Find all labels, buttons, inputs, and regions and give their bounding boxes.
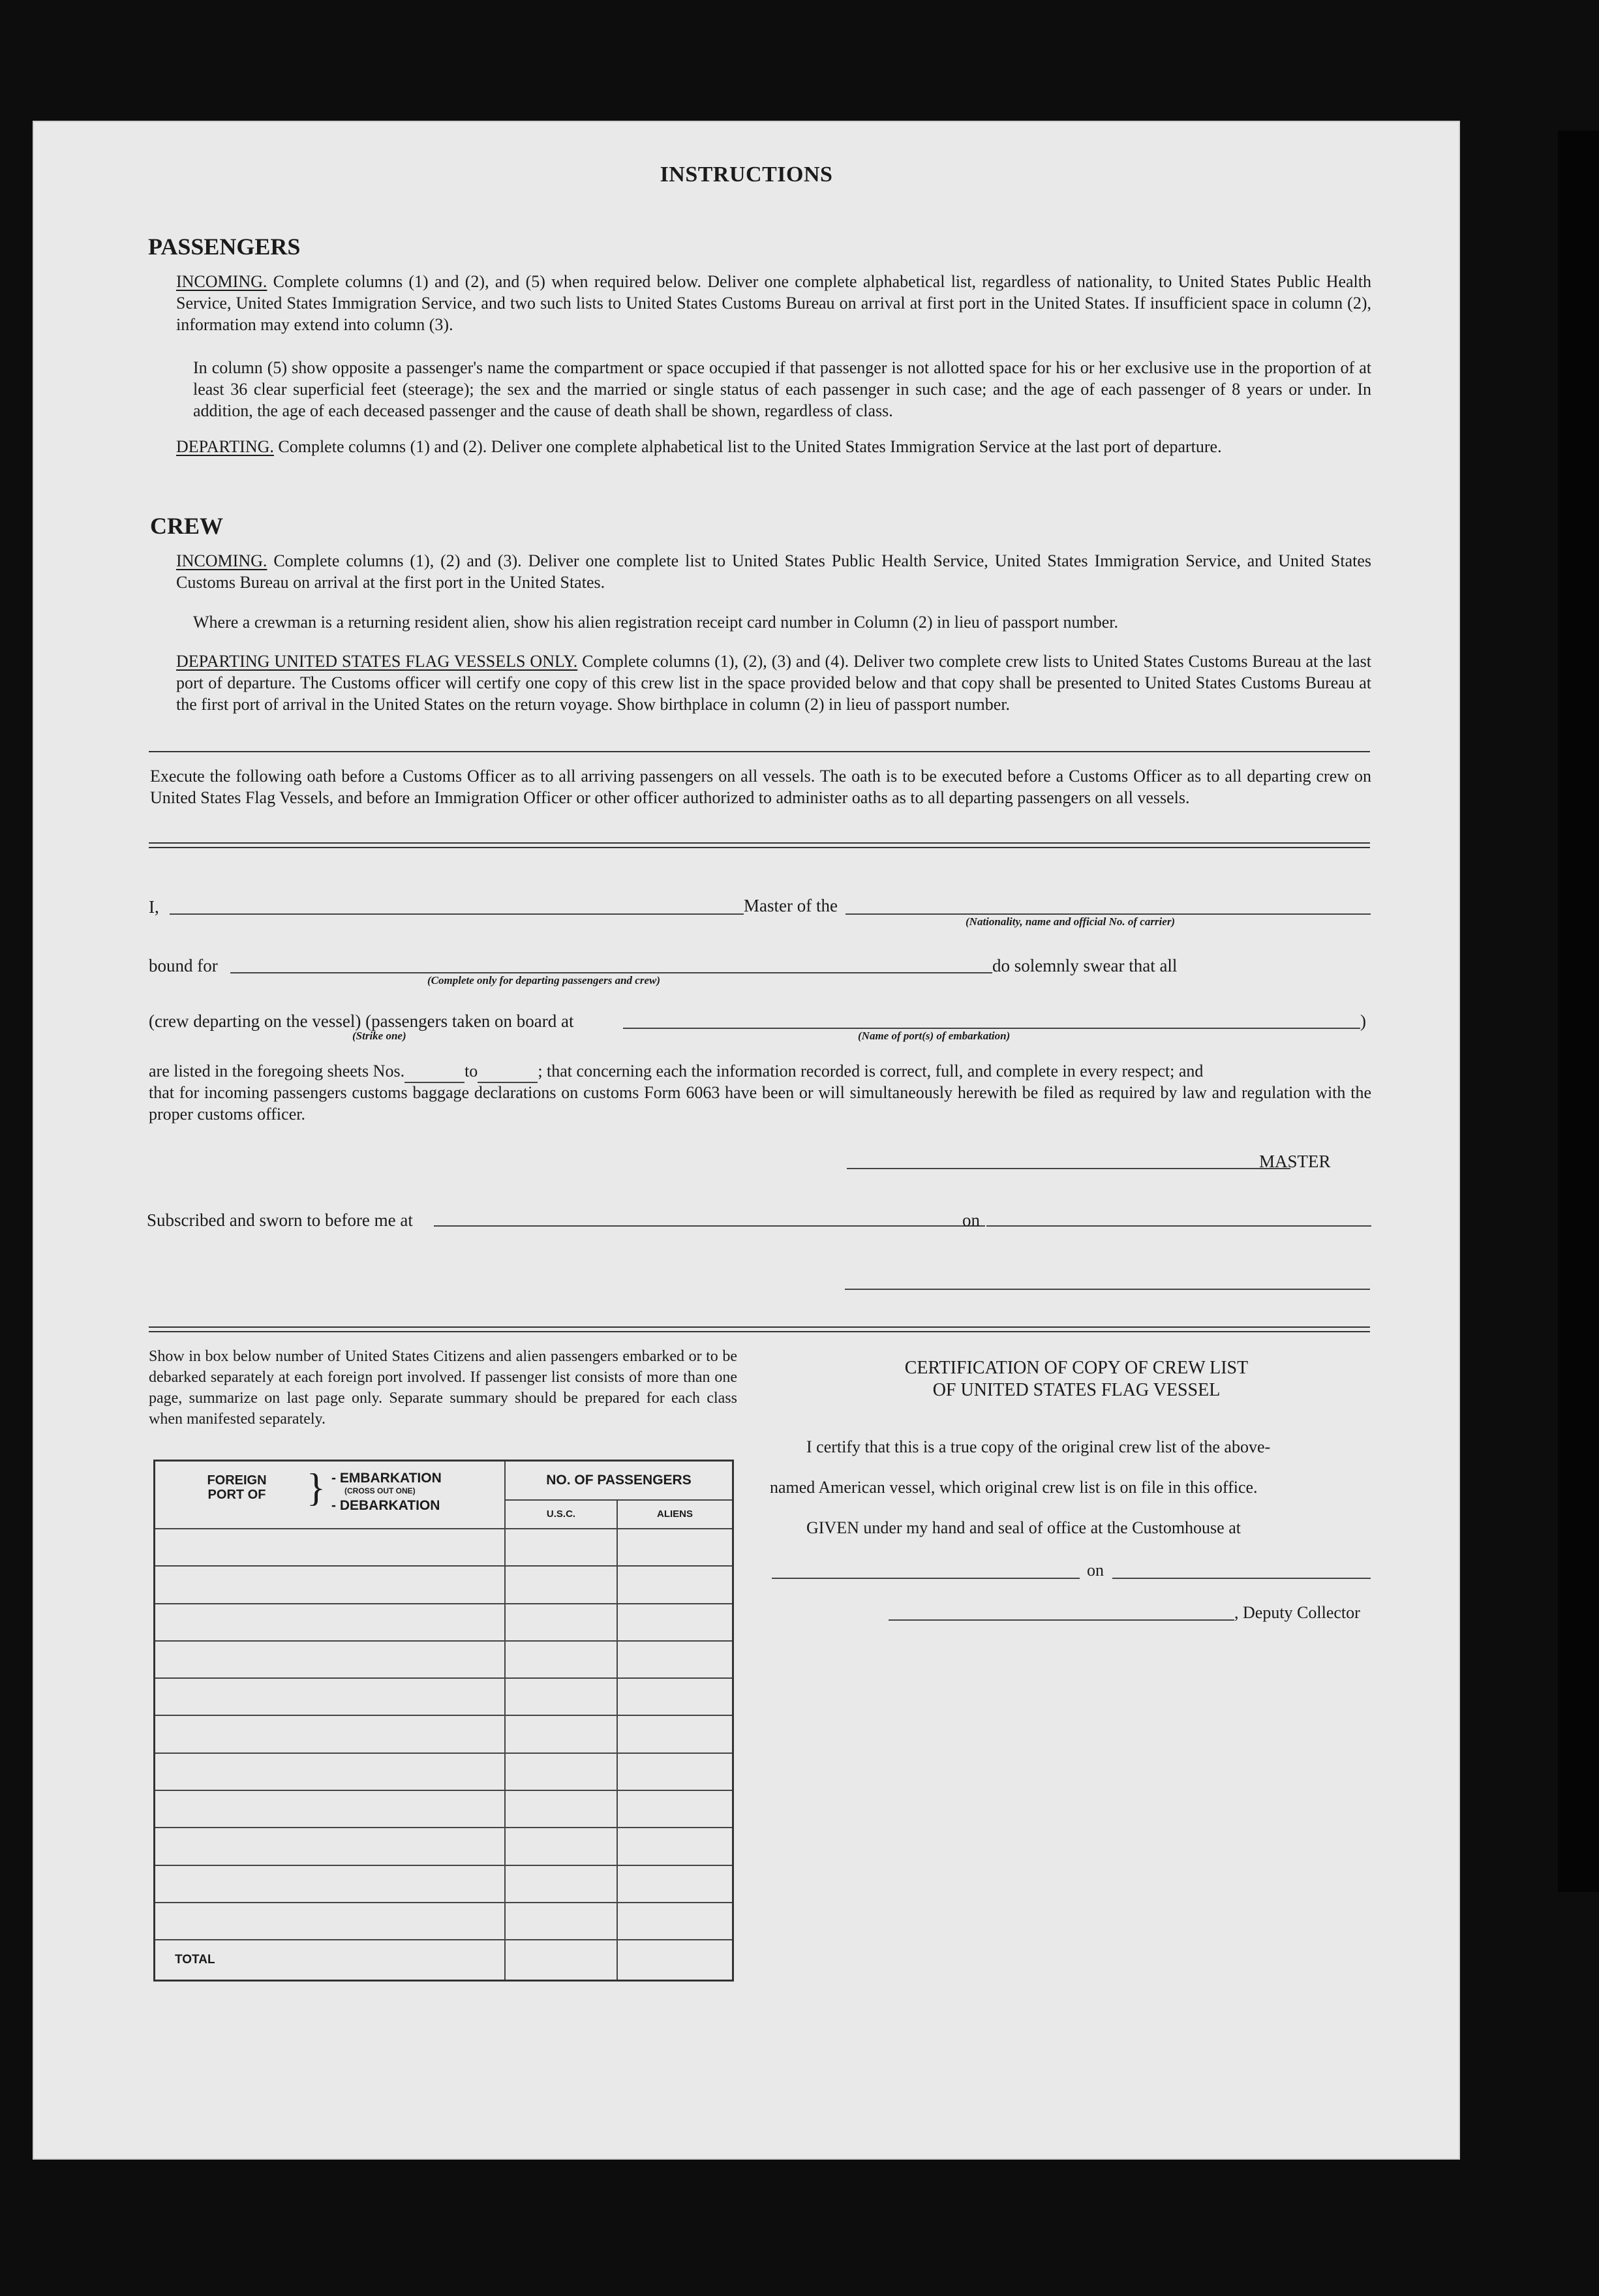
aliens-header: ALIENS: [617, 1500, 733, 1529]
deputy-collector-signature-field[interactable]: [889, 1619, 1234, 1621]
aliens-cell[interactable]: [617, 1790, 733, 1828]
aliens-cell[interactable]: [617, 1828, 733, 1865]
divider: [149, 1326, 1370, 1328]
usc-cell[interactable]: [505, 1828, 617, 1865]
usc-cell[interactable]: [505, 1903, 617, 1940]
divider: [149, 847, 1370, 848]
crew-incoming-label: INCOMING.: [176, 551, 267, 570]
divider: [149, 751, 1370, 752]
master-signature-field[interactable]: [847, 1168, 1290, 1169]
listed-sheets-text-a: are listed in the foregoing sheets Nos.: [149, 1062, 405, 1080]
aliens-cell[interactable]: [617, 1566, 733, 1603]
page-title: INSTRUCTIONS: [660, 162, 833, 187]
port-cell[interactable]: [155, 1903, 506, 1940]
master-of-the-label: Master of the: [744, 896, 838, 915]
passengers-heading: PASSENGERS: [148, 234, 301, 260]
crew-incoming-text: Complete columns (1), (2) and (3). Deliver one complete list to United States Public Health Service, United States Immigration Service, and United States Customs Bureau on arrival at the first port in the United States.: [176, 551, 1372, 592]
total-label: TOTAL: [155, 1940, 506, 1980]
crew-departing-paragraph: [176, 651, 1371, 715]
listed-sheets-to: to: [464, 1062, 478, 1080]
certify-line2: named American vessel, which original crew list is on file in this office.: [770, 1478, 1258, 1497]
passengers-incoming-label: INCOMING.: [176, 272, 267, 291]
certification-title-line2: OF UNITED STATES FLAG VESSEL: [932, 1380, 1221, 1400]
port-cell[interactable]: [155, 1529, 506, 1566]
embarkation-ports-field[interactable]: [623, 1028, 1360, 1029]
usc-cell[interactable]: [505, 1715, 617, 1753]
table-row: [155, 1566, 733, 1603]
usc-cell[interactable]: [505, 1604, 617, 1641]
subscribed-on-label: on: [962, 1210, 980, 1230]
table-row: [155, 1641, 733, 1678]
embarkation-label: - EMBARKATION: [331, 1471, 442, 1486]
port-cell[interactable]: [155, 1566, 506, 1603]
bound-for-field[interactable]: [230, 972, 992, 973]
nationality-caption: (Nationality, name and official No. of carrier): [966, 915, 1176, 928]
certification-on-label: on: [1087, 1561, 1104, 1580]
total-aliens-cell[interactable]: [617, 1940, 733, 1980]
bound-for-label: bound for: [149, 956, 218, 975]
oath-instruction: Execute the following oath before a Customs Officer as to all arriving passengers on all vessels. The oath is to be executed before a Customs Officer as to all departing crew on United States Flag Vessels, and before an Immigration Officer or other officer authorized to administer oaths as to all departing passengers on all vessels.: [150, 767, 1371, 807]
subscribed-label: Subscribed and sworn to before me at: [147, 1210, 413, 1230]
customhouse-field[interactable]: [772, 1578, 1080, 1579]
passengers-incoming-text: Complete columns (1) and (2), and (5) when required below. Deliver one complete alphabetical list, regardless of nationality, to United States Public Health Service, United States Immigration Service, and two such lists to United States Customs Bureau on arrival at first port in the United States. If insufficient space in column (2), information may extend into column (3).: [176, 272, 1371, 334]
aliens-cell[interactable]: [617, 1865, 733, 1903]
usc-cell[interactable]: [505, 1753, 617, 1790]
crew-departing-label: DEPARTING UNITED STATES FLAG VESSELS ONLY.: [176, 652, 578, 671]
ports-caption: (Name of port(s) of embarkation): [858, 1030, 1011, 1042]
do-solemnly-text: do solemnly swear that all: [992, 956, 1178, 975]
officer-signature-field[interactable]: [845, 1289, 1370, 1290]
total-usc-cell[interactable]: [505, 1940, 617, 1980]
form-page: [33, 121, 1460, 2160]
aliens-cell[interactable]: [617, 1529, 733, 1566]
crew-incoming-paragraph: [176, 550, 1371, 593]
table-row: [155, 1753, 733, 1790]
no-of-passengers-header: NO. OF PASSENGERS: [505, 1461, 733, 1500]
divider: [149, 842, 1370, 844]
certification-title: [783, 1357, 1370, 1401]
subscribed-place-field[interactable]: [434, 1225, 985, 1227]
usc-cell[interactable]: [505, 1790, 617, 1828]
close-paren: ): [1360, 1011, 1366, 1031]
usc-header: U.S.C.: [505, 1500, 617, 1529]
port-cell[interactable]: [155, 1678, 506, 1715]
foreign-port-of-label: FOREIGN PORT OF: [207, 1473, 267, 1502]
passengers-departing-paragraph: [176, 436, 1371, 457]
deputy-collector-label: , Deputy Collector: [1234, 1603, 1360, 1622]
passenger-summary-table: [153, 1460, 734, 1982]
listed-sheets-line: [149, 1060, 1371, 1083]
crew-resident-paragraph: Where a crewman is a returning resident alien, show his alien registration receipt card number in Column (2) in lieu of passport number.: [193, 613, 1119, 632]
brace-icon: }: [307, 1466, 326, 1509]
certification-date-field[interactable]: [1112, 1578, 1371, 1579]
aliens-cell[interactable]: [617, 1753, 733, 1790]
table-row: [155, 1903, 733, 1940]
crew-departing-text: (crew departing on the vessel) (passengers taken on board at: [149, 1011, 574, 1031]
scan-border: [1558, 130, 1599, 1892]
master-name-field[interactable]: [170, 913, 744, 915]
passengers-column5-paragraph: In column (5) show opposite a passenger's name the compartment or space occupied if that passenger is not allotted space for his or her exclusive use in the proportion of at least 36 clear superficial feet (steerage); the sex and the married or single status of each passenger in such case; and the age of each passenger of 8 years or under. In addition, the age of each deceased passenger and the cause of death shall be shown, regardless of class.: [193, 358, 1371, 420]
port-cell[interactable]: [155, 1753, 506, 1790]
given-line: GIVEN under my hand and seal of office at the Customhouse at: [806, 1518, 1241, 1537]
table-row: [155, 1529, 733, 1566]
complete-only-caption: (Complete only for departing passengers and crew): [427, 974, 660, 987]
passengers-departing-text: Complete columns (1) and (2). Deliver one complete alphabetical list to the United States Immigration Service at the last port of departure.: [278, 437, 1222, 456]
sheet-from-field[interactable]: [404, 1060, 464, 1083]
port-cell[interactable]: [155, 1790, 506, 1828]
aliens-cell[interactable]: [617, 1715, 733, 1753]
passengers-departing-label: DEPARTING.: [176, 437, 274, 456]
table-row: [155, 1604, 733, 1641]
master-label: MASTER: [1259, 1152, 1331, 1171]
listed-sheets-rest: that for incoming passengers customs baggage declarations on customs Form 6063 have been or will simultaneously herewith be filed as required by law and regulation with the proper customs officer.: [149, 1083, 1371, 1124]
strike-one-caption: (Strike one): [352, 1030, 406, 1042]
port-cell[interactable]: [155, 1828, 506, 1865]
divider: [149, 1331, 1370, 1332]
usc-cell[interactable]: [505, 1529, 617, 1566]
crew-departing-text: Complete columns (1), (2), (3) and (4). Deliver two complete crew lists to United States Customs Bureau at the last port of departure. The Customs officer will certify one copy of this crew list in the space provided below and that copy shall be presented to United States Customs Bureau at the first port of arrival in the United States on the return voyage. Show birthplace in column (2) in lieu of passport number.: [176, 652, 1372, 714]
carrier-field[interactable]: [845, 913, 1371, 915]
aliens-cell[interactable]: [617, 1604, 733, 1641]
usc-cell[interactable]: [505, 1641, 617, 1678]
table-row: [155, 1678, 733, 1715]
sheet-to-field[interactable]: [478, 1060, 538, 1083]
table-row: [155, 1828, 733, 1865]
debarkation-label: - DEBARKATION: [331, 1498, 440, 1513]
usc-cell[interactable]: [505, 1566, 617, 1603]
certification-title-line1: CERTIFICATION OF COPY OF CREW LIST: [904, 1358, 1249, 1378]
listed-sheets-text-b: ; that concerning each the information recorded is correct, full, and complete in every respect; and: [538, 1062, 1204, 1080]
cross-out-one-label: (CROSS OUT ONE): [344, 1486, 416, 1495]
crew-heading: CREW: [150, 513, 224, 539]
table-row: [155, 1715, 733, 1753]
subscribed-date-field[interactable]: [986, 1225, 1371, 1227]
port-cell[interactable]: [155, 1604, 506, 1641]
oath-i-label: I,: [149, 897, 159, 917]
passengers-incoming-paragraph: [176, 271, 1371, 335]
port-header-cell: [155, 1461, 506, 1529]
port-cell[interactable]: [155, 1865, 506, 1903]
usc-cell[interactable]: [505, 1865, 617, 1903]
aliens-cell[interactable]: [617, 1903, 733, 1940]
aliens-cell[interactable]: [617, 1678, 733, 1715]
table-row: [155, 1865, 733, 1903]
port-cell[interactable]: [155, 1641, 506, 1678]
port-cell[interactable]: [155, 1715, 506, 1753]
aliens-cell[interactable]: [617, 1641, 733, 1678]
table-row: [155, 1790, 733, 1828]
usc-cell[interactable]: [505, 1678, 617, 1715]
certify-line1: I certify that this is a true copy of the original crew list of the above-: [806, 1437, 1271, 1456]
summary-instruction: Show in box below number of United States Citizens and alien passengers embarked or to be debarked separately at each foreign port involved. If passenger list consists of more than one page, summarize on last page only. Separate summary should be prepared for each class when manifested separately.: [149, 1348, 737, 1428]
